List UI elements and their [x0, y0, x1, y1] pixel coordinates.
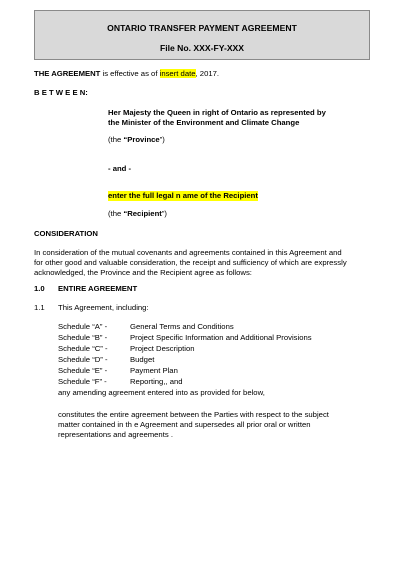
effective-date-line — [34, 69, 219, 79]
schedule-desc: Project Description — [130, 344, 195, 353]
alias-open-2: (the — [108, 209, 124, 218]
insert-date-placeholder[interactable]: insert date — [159, 69, 196, 78]
alias-recipient: “Recipient — [123, 209, 162, 218]
year-text: , 2017. — [195, 69, 220, 78]
alias-province: “Province — [123, 135, 160, 144]
section-number: 1.0 — [34, 284, 45, 293]
agreement-label: THE AGREEMENT — [34, 69, 101, 78]
agreement-title: ONTARIO TRANSFER PAYMENT AGREEMENT — [107, 23, 297, 33]
title-box — [34, 10, 370, 60]
schedule-desc: Payment Plan — [130, 366, 178, 375]
alias-close: ”) — [159, 135, 165, 144]
schedule-code: Schedule “A” - — [58, 322, 108, 331]
party1-line2: the Minister of the Environment and Climate Change — [108, 118, 300, 127]
closing-line3: representations and agreements . — [58, 430, 173, 439]
schedule-code: Schedule “C” - — [58, 344, 108, 353]
alias-open: (the — [108, 135, 124, 144]
alias-close-2: ”) — [161, 209, 167, 218]
subsection-text: This Agreement, including: — [58, 303, 149, 312]
closing-line1: constitutes the entire agreement between the Parties with respect to the subject — [58, 410, 329, 419]
consideration-line2: for other good and valuable consideration, the receipt and sufficiency of which are expressly — [34, 258, 347, 267]
consideration-heading: CONSIDERATION — [34, 229, 98, 238]
section-heading: ENTIRE AGREEMENT — [58, 284, 138, 293]
schedule-desc: Budget — [130, 355, 155, 364]
and-label: - and - — [108, 164, 132, 173]
consideration-line1: In consideration of the mutual covenants and agreements contained in this Agreement and — [34, 248, 342, 257]
schedule-code: Schedule “B” - — [58, 333, 108, 342]
schedule-desc: Project Specific Information and Additional Provisions — [130, 333, 312, 342]
recipient-name-placeholder[interactable]: enter the full legal n ame of the Recipient — [108, 191, 258, 200]
schedule-code: Schedule “D” - — [58, 355, 108, 364]
party1-line1: Her Majesty the Queen in right of Ontario as represented by — [108, 108, 326, 117]
amending-line: any amending agreement entered into as provided for below, — [58, 388, 265, 397]
file-number: File No. XXX-FY-XXX — [159, 43, 245, 53]
schedule-code: Schedule “E” - — [58, 366, 108, 375]
effective-text: is effective as of — [100, 69, 160, 78]
closing-line2: matter contained in th e Agreement and supersedes all prior oral or written — [58, 420, 311, 429]
between-label: B E T W E E N: — [34, 88, 88, 97]
schedule-code: Schedule “F” - — [58, 377, 107, 386]
subsection-number: 1.1 — [34, 303, 45, 312]
schedule-desc: General Terms and Conditions — [130, 322, 234, 331]
province-alias — [108, 135, 165, 145]
recipient-alias — [108, 209, 167, 219]
schedule-desc: Reporting,, and — [130, 377, 183, 386]
consideration-line3: acknowledged, the Province and the Recipient agree as follows: — [34, 268, 252, 277]
